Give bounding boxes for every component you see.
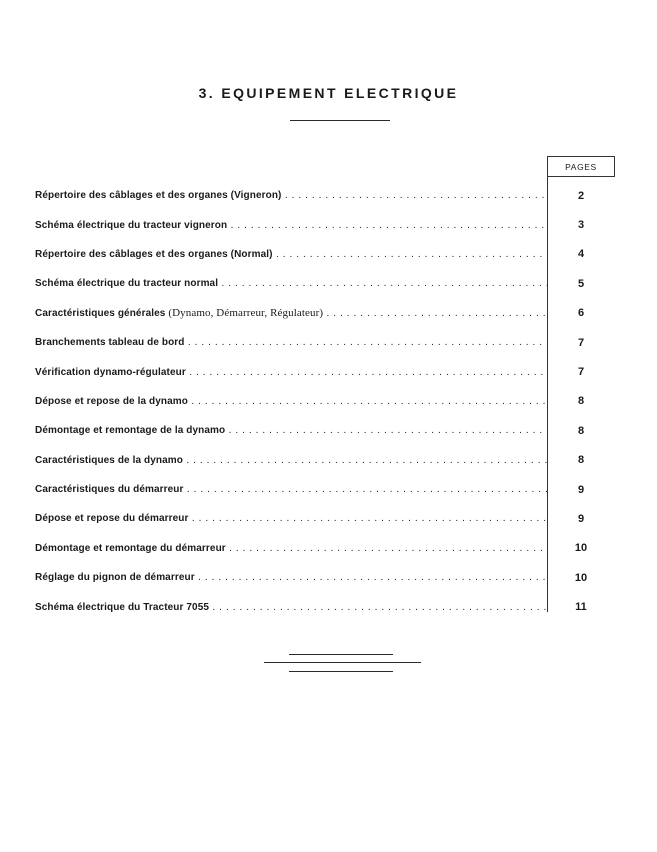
toc-entry-label: Réglage du pignon de démarreur . . . (35, 572, 547, 583)
toc-entry-label-detail: (Dynamo, Démarreur, Régulateur) (168, 307, 324, 320)
toc-entry-page: 4 (577, 248, 585, 261)
toc-entry-page: 9 (577, 483, 585, 496)
toc-entry-label: Schéma électrique du Tracteur 7055 . . . (35, 602, 547, 613)
closing-rule-middle (264, 662, 421, 663)
toc-entry[interactable] (35, 328, 615, 357)
toc-entry-page: 9 (577, 512, 585, 525)
toc-entry-label (35, 307, 547, 319)
toc-entry-label: Dépose et repose de la dynamo . . . (35, 396, 547, 407)
toc-entry[interactable] (35, 475, 615, 504)
toc-entry-page: 7 (577, 336, 585, 349)
title-underline (290, 120, 390, 121)
toc-entry-page: 6 (577, 307, 585, 320)
toc-entry[interactable] (35, 299, 615, 328)
closing-rule-bottom (289, 671, 393, 672)
toc-entry-page: 2 (577, 189, 585, 202)
toc-entry-label: Démontage et remontage de la dynamo . . . (35, 425, 547, 436)
toc-entry[interactable] (35, 240, 615, 269)
toc-entry[interactable] (35, 269, 615, 298)
toc-entry[interactable] (35, 534, 615, 563)
toc-entry-label-main: Caractéristiques générales (35, 308, 166, 320)
closing-rule-top (289, 654, 393, 655)
table-of-contents (35, 181, 615, 622)
toc-entry-page: 8 (577, 395, 585, 408)
toc-entry-label: Caractéristiques du démarreur . . . (35, 484, 547, 495)
toc-entry-page: 10 (574, 571, 588, 584)
toc-entry-page: 7 (577, 366, 585, 379)
toc-entry[interactable] (35, 504, 615, 533)
toc-entry-label: Répertoire des câblages et des organes (Vigneron) . . . (35, 190, 547, 201)
toc-entry-label: Dépose et repose du démarreur . . . (35, 513, 547, 524)
toc-entry-label: Branchements tableau de bord . . . (35, 337, 547, 348)
toc-entry[interactable] (35, 387, 615, 416)
toc-entry[interactable] (35, 446, 615, 475)
toc-entry[interactable] (35, 416, 615, 445)
toc-entry-page: 8 (577, 424, 585, 437)
toc-entry-page: 3 (577, 219, 585, 232)
toc-entry-label: Schéma électrique du tracteur normal . . . (35, 278, 547, 289)
toc-entry-page: 8 (577, 454, 585, 467)
toc-entry-label: Répertoire des câblages et des organes (Normal) . . . (35, 249, 547, 260)
toc-entry[interactable] (35, 181, 615, 210)
pages-column-header: PAGES (547, 156, 615, 176)
toc-entry[interactable] (35, 357, 615, 386)
toc-entry[interactable] (35, 592, 615, 621)
toc-entry-label: Vérification dynamo-régulateur . . . (35, 367, 547, 378)
toc-entry-page: 11 (575, 601, 587, 614)
toc-entry-label: Schéma électrique du tracteur vigneron . . . (35, 220, 547, 231)
toc-entry-label: Caractéristiques de la dynamo . . . (35, 455, 547, 466)
toc-entry-page: 5 (577, 277, 585, 290)
toc-entry[interactable] (35, 563, 615, 592)
page-title: 3. EQUIPEMENT ELECTRIQUE (198, 85, 459, 101)
toc-entry-page: 10 (574, 542, 588, 555)
toc-entry-label: Démontage et remontage du démarreur . . . (35, 543, 547, 554)
toc-entry[interactable] (35, 210, 615, 239)
